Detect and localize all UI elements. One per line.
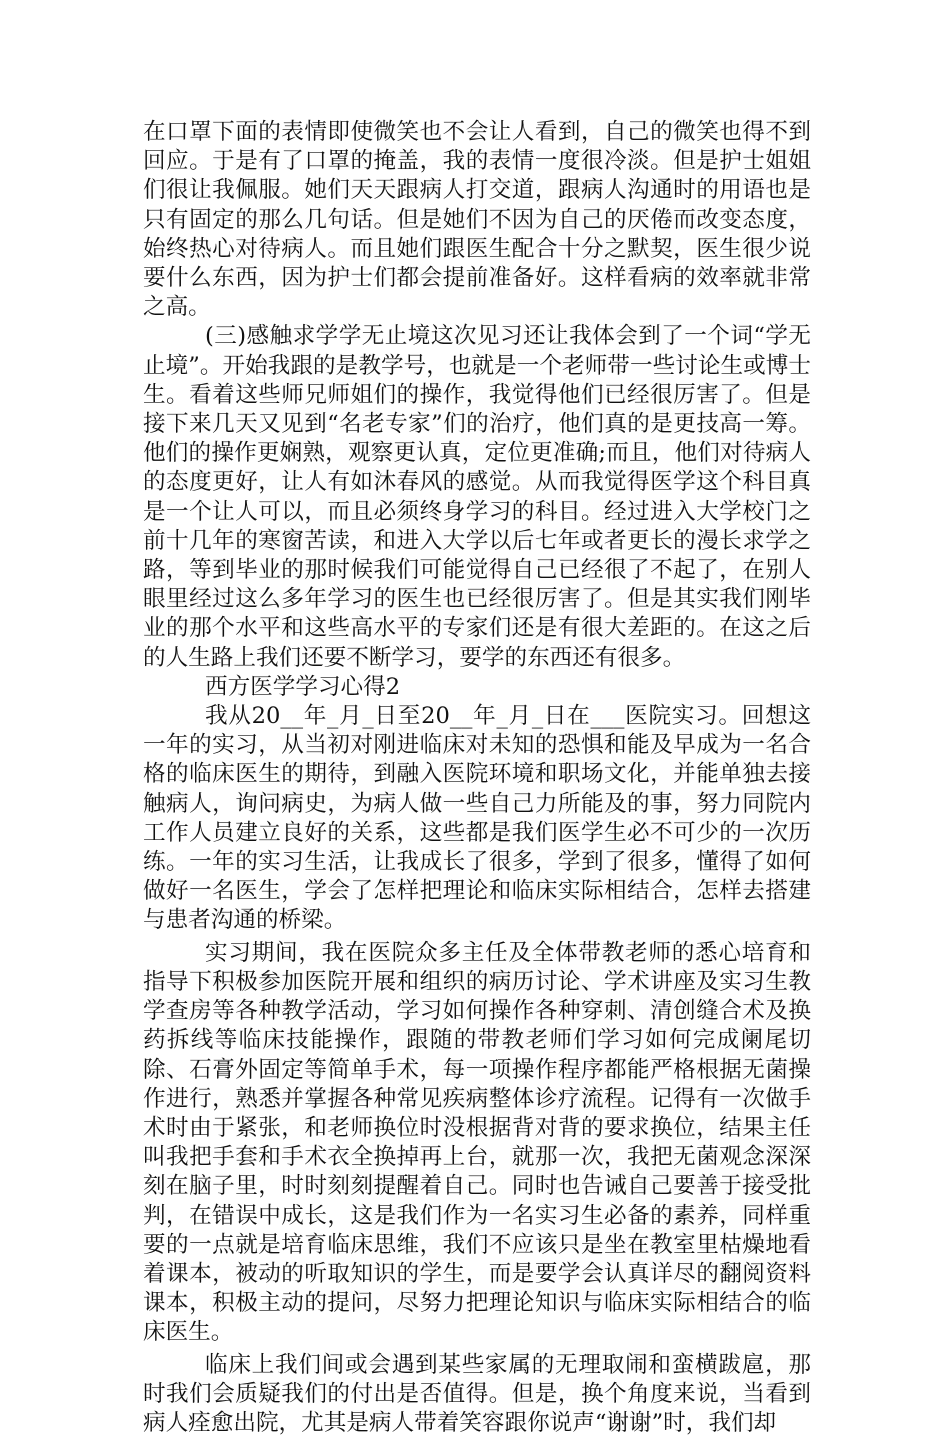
section-title: 西方医学学习心得2 (205, 673, 401, 700)
document-body (143, 118, 811, 1438)
paragraph-internship-intro: 我从20__年_月_日至20__年_月_日在___医院实习。回想这一年的实习，从当初对刚进临床对未知的恐惧和能及早成为一名合格的临床医生的期待，到融入医院环境和职场文化，并能单独去接触病人，询问病史，为病人做一些自己力所能及的事，努力同院内工作人员建立良好的关系，这些都是我们医学生必不可少的一次历练。一年的实习生活，让我成长了很多，学到了很多，懂得了如何做好一名医生，学会了怎样把理论和临床实际相结合，怎样去搭建与患者沟通的桥梁。 (143, 703, 811, 934)
paragraph-continued: 在口罩下面的表情即使微笑也不会让人看到，自己的微笑也得不到回应。于是有了口罩的掩盖，我的表情一度很冷淡。但是护士姐姐们很让我佩服。她们天天跟病人打交道，跟病人沟通时的用语也是只有固定的那么几句话。但是她们不因为自己的厌倦而改变态度，始终热心对待病人。而且她们跟医生配合十分之默契，医生很少说要什么东西，因为护士们都会提前准备好。这样看病的效率就非常之高。 (143, 119, 811, 321)
paragraph-clinical-families: 临床上我们间或会遇到某些家属的无理取闹和蛮横跋扈，那时我们会质疑我们的付出是否值得。但是，换个角度来说，当看到病人痊愈出院，尤其是病人带着笑容跟你说声“谢谢”时，我们却 (143, 1351, 811, 1436)
paragraph-section-three: (三)感触求学学无止境这次见习还让我体会到了一个词“学无止境”。开始我跟的是教学号，也就是一个老师带一些讨论生或博士生。看着这些师兄师姐们的操作，我觉得他们已经很厉害了。但是接下来几天又见到“名老专家”们的治疗，他们真的是更技高一筹。他们的操作更娴熟，观察更认真，定位更准确;而且，他们对待病人的态度更好，让人有如沐春风的感觉。从而我觉得医学这个科目真是一个让人可以，而且必须终身学习的科目。经过进入大学校门之前十几年的寒窗苦读，和进入大学以后七年或者更长的漫长求学之路，等到毕业的那时候我们可能觉得自己已经很了不起了，在别人眼里经过这么多年学习的医生也已经很厉害了。但是其实我们刚毕业的那个水平和这些高水平的专家们还是有很大差距的。在这之后的人生路上我们还要不断学习，要学的东西还有很多。 (143, 323, 811, 671)
paragraph-internship-period: 实习期间，我在医院众多主任及全体带教老师的悉心培育和指导下积极参加医院开展和组织的病历讨论、学术讲座及实习生教学查房等各种教学活动，学习如何操作各种穿刺、清创缝合术及换药拆线等临床技能操作，跟随的带教老师们学习如何完成阑尾切除、石膏外固定等简单手术，每一项操作程序都能严格根据无菌操作进行，熟悉并掌握各种常见疾病整体诊疗流程。记得有一次做手术时由于紧张，和老师换位时没根据背对背的要求换位，结果主任叫我把手套和手术衣全换掉再上台，就那一次，我把无菌观念深深刻在脑子里，时时刻刻提醒着自己。同时也告诫自己要善于接受批判，在错误中成长，这是我们作为一名实习生必备的素养，同样重要的一点就是培育临床思维，我们不应该只是坐在教室里枯燥地看着课本，被动的听取知识的学生，而是要学会认真详尽的翻阅资料课本，积极主动的提问，尽努力把理论知识与临床实际相结合的临床医生。 (143, 939, 811, 1346)
